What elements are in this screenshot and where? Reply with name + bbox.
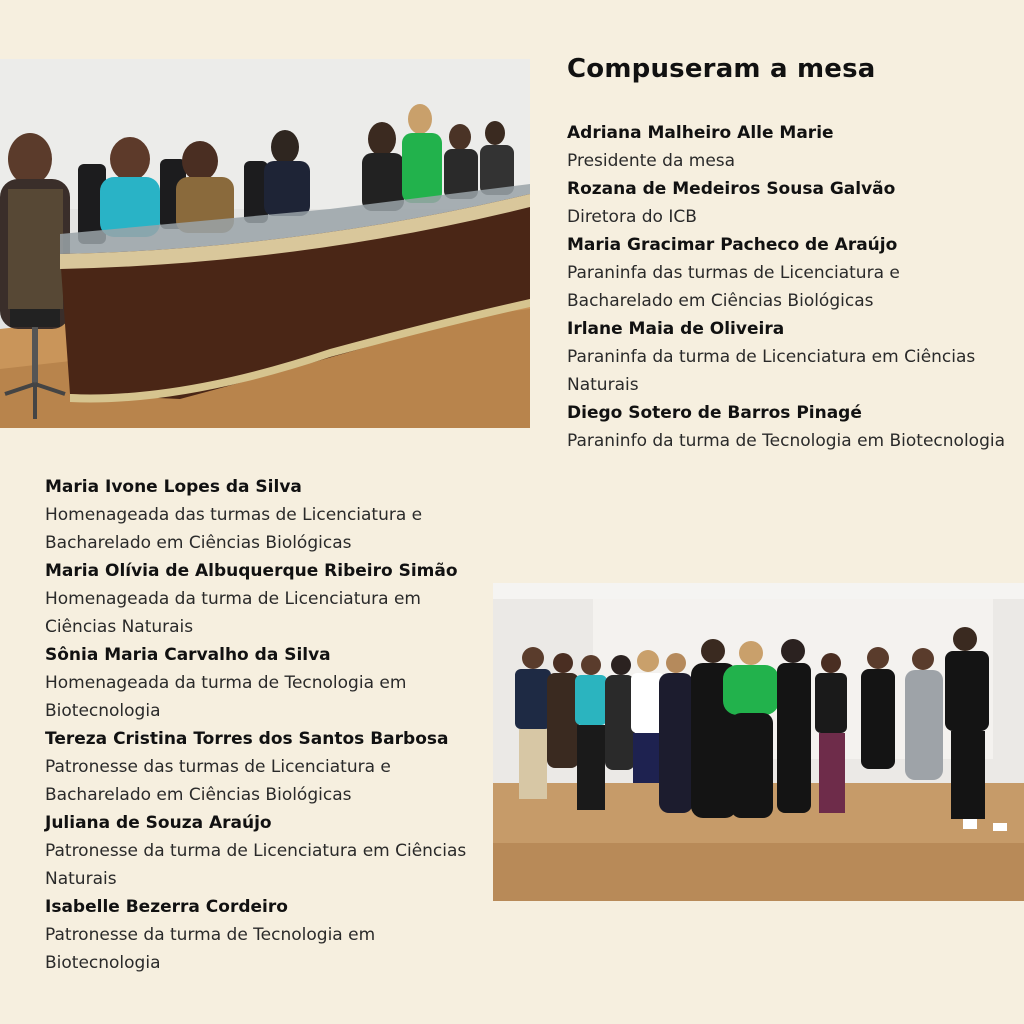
list-item bbox=[45, 725, 485, 809]
person-name: Irlane Maia de Oliveira bbox=[567, 319, 785, 339]
list-item bbox=[567, 231, 1007, 315]
person-role: Patronesse da turma de Licenciatura em Ciências Naturais bbox=[45, 841, 467, 889]
page-title: Compuseram a mesa bbox=[567, 54, 876, 84]
person-name: Juliana de Souza Araújo bbox=[45, 813, 272, 833]
person-name: Rozana de Medeiros Sousa Galvão bbox=[567, 179, 896, 199]
list-item bbox=[567, 175, 1007, 231]
person-name: Maria Gracimar Pacheco de Araújo bbox=[567, 235, 898, 255]
person-role: Presidente da mesa bbox=[567, 151, 736, 171]
list-item bbox=[567, 315, 1007, 399]
person-role: Patronesse das turmas de Licenciatura e Bacharelado em Ciências Biológicas bbox=[45, 757, 391, 805]
photo-group bbox=[493, 583, 1024, 901]
person-name: Maria Ivone Lopes da Silva bbox=[45, 477, 302, 497]
list-item bbox=[567, 399, 1007, 455]
person-name: Sônia Maria Carvalho da Silva bbox=[45, 645, 331, 665]
person-role: Patronesse da turma de Tecnologia em Biotecnologia bbox=[45, 925, 376, 973]
person-name: Isabelle Bezerra Cordeiro bbox=[45, 897, 288, 917]
mesa-list bbox=[567, 119, 1007, 455]
person-name: Diego Sotero de Barros Pinagé bbox=[567, 403, 862, 423]
person-role: Paraninfa das turmas de Licenciatura e Bacharelado em Ciências Biológicas bbox=[567, 263, 900, 311]
list-item bbox=[45, 557, 485, 641]
person-name: Tereza Cristina Torres dos Santos Barbosa bbox=[45, 729, 449, 749]
person-name: Maria Olívia de Albuquerque Ribeiro Simão bbox=[45, 561, 458, 581]
photo-panel-table-image bbox=[0, 59, 530, 428]
person-name: Adriana Malheiro Alle Marie bbox=[567, 123, 834, 143]
person-role: Diretora do ICB bbox=[567, 207, 697, 227]
list-item bbox=[45, 641, 485, 725]
person-role: Paraninfo da turma de Tecnologia em Biotecnologia bbox=[567, 431, 1005, 451]
photo-panel-table bbox=[0, 59, 530, 428]
photo-group-image bbox=[493, 583, 1024, 901]
list-item bbox=[567, 119, 1007, 175]
person-role: Homenageada da turma de Tecnologia em Biotecnologia bbox=[45, 673, 407, 721]
person-role: Homenageada das turmas de Licenciatura e Bacharelado em Ciências Biológicas bbox=[45, 505, 423, 553]
list-item bbox=[45, 809, 485, 893]
person-role: Homenageada da turma de Licenciatura em Ciências Naturais bbox=[45, 589, 421, 637]
list-item bbox=[45, 893, 485, 977]
honorees-list bbox=[45, 473, 485, 977]
person-role: Paraninfa da turma de Licenciatura em Ciências Naturais bbox=[567, 347, 976, 395]
list-item bbox=[45, 473, 485, 557]
